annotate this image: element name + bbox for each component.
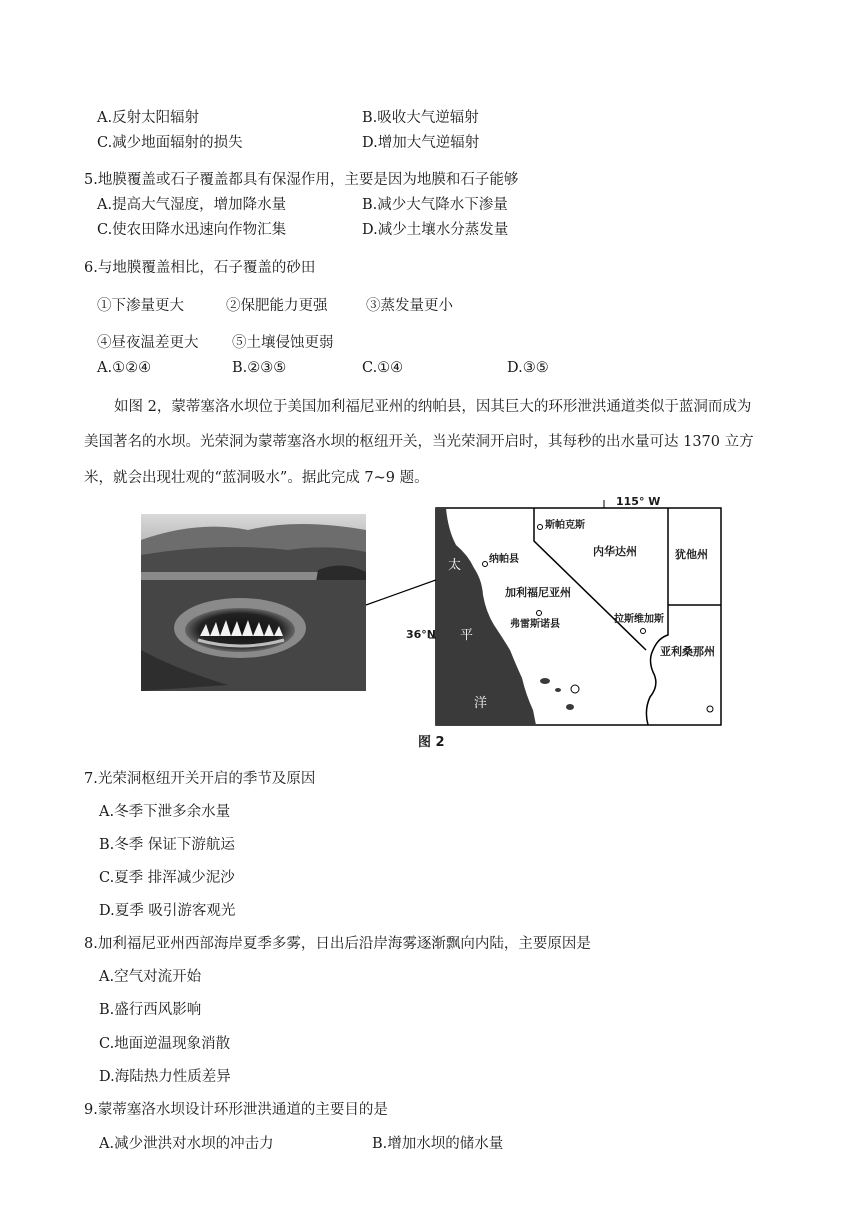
q5-option-b: B.减少大气降水下渗量 <box>362 197 508 213</box>
map-lat-label: 36°N <box>406 628 437 641</box>
q7-option-d: D.夏季 吸引游客观光 <box>99 903 236 919</box>
map-place-las-vegas: 拉斯维加斯 <box>614 614 664 625</box>
map-place-sparks: 斯帕克斯 <box>545 520 585 531</box>
q6-item-2: ②保肥能力更强 <box>226 298 328 314</box>
q6-stem: 6.与地膜覆盖相比，石子覆盖的砂田 <box>84 260 316 276</box>
q7-option-c: C.夏季 排浑减少泥沙 <box>99 870 235 886</box>
q7-option-a: A.冬季下泄多余水量 <box>99 804 231 820</box>
q8-option-d: D.海陆热力性质差异 <box>99 1069 231 1085</box>
q6-item-3: ③蒸发量更小 <box>366 298 453 314</box>
q4-option-c: C.减少地面辐射的损失 <box>97 135 243 151</box>
map-place-california: 加利福尼亚州 <box>505 586 571 599</box>
q6-option-a: A.①②④ <box>97 360 152 376</box>
q9-option-a: A.减少泄洪对水坝的冲击力 <box>99 1136 274 1152</box>
q6-option-b: B.②③⑤ <box>232 360 287 376</box>
q6-option-c: C.①④ <box>362 360 404 376</box>
figure-2 <box>138 495 728 758</box>
figure-caption: 图 2 <box>418 735 445 750</box>
q8-stem: 8.加利福尼亚州西部海岸夏季多雾，日出后沿岸海雾逐渐飘向内陆，主要原因是 <box>84 936 591 952</box>
map-ocean-char-3: 洋 <box>474 696 488 711</box>
q4-option-d: D.增加大气逆辐射 <box>362 135 480 151</box>
q5-option-d: D.减少土壤水分蒸发量 <box>362 222 509 238</box>
passage-line-3: 米，就会出现壮观的“蓝洞吸水”。据此完成 7~9 题。 <box>84 470 429 486</box>
q6-item-5: ⑤土壤侵蚀更弱 <box>232 335 334 351</box>
q4-option-b: B.吸收大气逆辐射 <box>362 110 479 126</box>
q9-stem: 9.蒙蒂塞洛水坝设计环形泄洪通道的主要目的是 <box>84 1102 388 1118</box>
q6-option-d: D.③⑤ <box>507 360 549 376</box>
q5-option-a: A.提高大气湿度，增加降水量 <box>97 197 287 213</box>
q6-item-1: ①下渗量更大 <box>97 298 184 314</box>
map-lon-label: 115° W <box>616 495 661 508</box>
map-place-napa: 纳帕县 <box>489 554 519 565</box>
map-place-utah: 犹他州 <box>675 548 708 561</box>
q6-item-4: ④昼夜温差更大 <box>97 335 199 351</box>
q7-option-b: B.冬季 保证下游航运 <box>99 837 235 853</box>
map-place-nevada: 内华达州 <box>593 545 637 558</box>
map-place-arizona: 亚利桑那州 <box>660 645 715 658</box>
map-ocean-char-2: 平 <box>460 628 474 643</box>
q5-stem: 5.地膜覆盖或石子覆盖都具有保湿作用，主要是因为地膜和石子能够 <box>84 172 519 188</box>
q8-option-c: C.地面逆温现象消散 <box>99 1036 231 1052</box>
q8-option-a: A.空气对流开始 <box>99 969 202 985</box>
q5-option-c: C.使农田降水迅速向作物汇集 <box>97 222 287 238</box>
passage-line-2: 美国著名的水坝。光荣洞为蒙蒂塞洛水坝的枢纽开关，当光荣洞开启时，其每秒的出水量可达 1370 立方 <box>84 434 754 450</box>
passage-line-1: 如图 2，蒙蒂塞洛水坝位于美国加利福尼亚州的纳帕县，因其巨大的环形泄洪通道类似于蓝洞而成为 <box>114 399 752 415</box>
q4-option-a: A.反射太阳辐射 <box>97 110 200 126</box>
q8-option-b: B.盛行西风影响 <box>99 1002 202 1018</box>
q9-option-b: B.增加水坝的储水量 <box>372 1136 504 1152</box>
photo-glory-hole <box>141 514 366 691</box>
map-ocean-char-1: 太 <box>448 558 462 573</box>
map-place-fresno: 弗雷斯诺县 <box>510 619 560 630</box>
q7-stem: 7.光荣洞枢纽开关开启的季节及原因 <box>84 771 316 787</box>
